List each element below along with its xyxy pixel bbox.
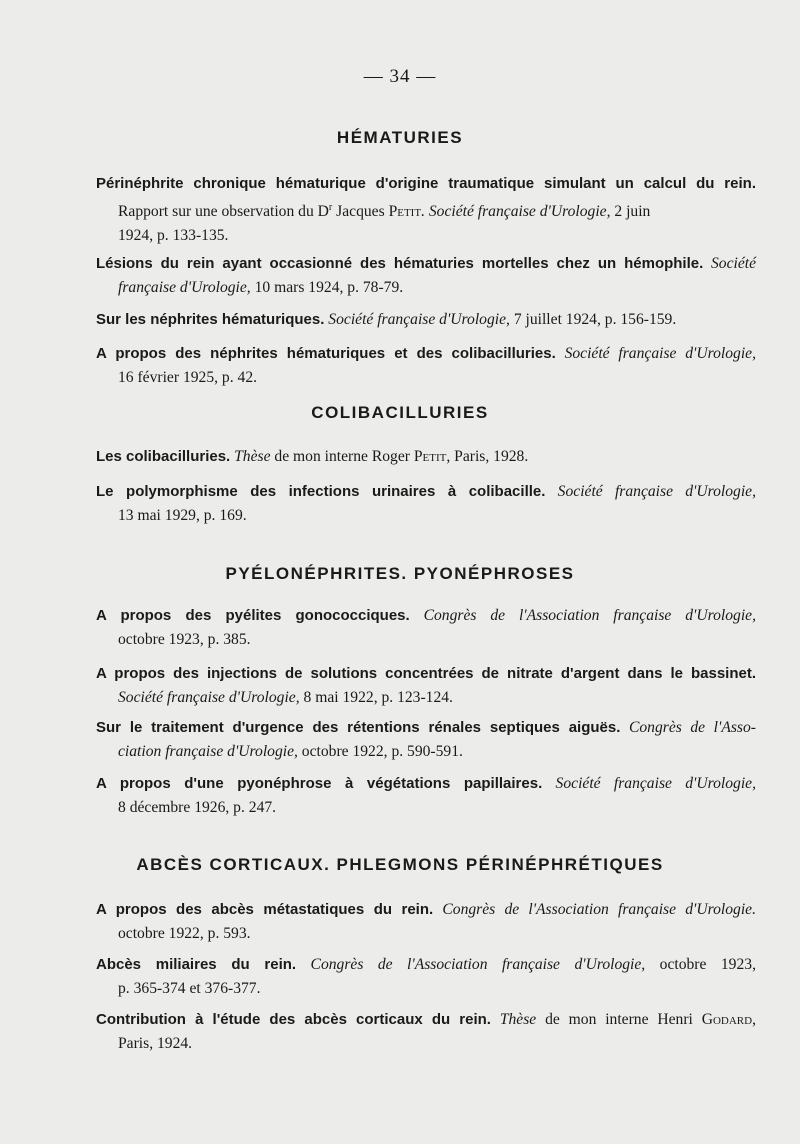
entry-source: . Société française d'Urologie, [421, 203, 611, 221]
entry-text: Rapport sur une observation du D [118, 203, 329, 221]
entry-source: Société française d'Urologie, [555, 345, 757, 362]
entry-abces-miliaires [96, 953, 756, 1001]
entry-perinephrite [96, 172, 756, 248]
entry-abces-metastatiques [96, 898, 756, 946]
entry-source: Société française d'Urologie, [324, 311, 510, 328]
entry-reference: 1924, p. 133-135. [118, 227, 229, 245]
entry-title: A propos des néphrites hématuriques et des colibacilluries. [96, 345, 556, 362]
section-heading-pyelonephrites: PYÉLONÉPHRITES. PYONÉPHROSES [225, 564, 575, 583]
entry-nephrites-hematuriques [96, 308, 756, 332]
entry-title: Sur les néphrites hématuriques. [96, 311, 325, 328]
entry-title: Abcès miliaires du rein. [96, 956, 297, 973]
entry-title: Sur le traitement d'urgence des rétentions rénales septiques aiguës. [96, 719, 621, 736]
entry-source: Thèse [490, 1011, 537, 1028]
entry-pyonephrose [96, 772, 756, 820]
entry-polymorphisme [96, 480, 756, 528]
entry-reference: 8 décembre 1926, p. 247. [118, 799, 277, 816]
entry-reference: , Paris, 1928. [446, 448, 529, 465]
entry-les-colibacilluries [96, 445, 756, 469]
entry-title: Périnéphrite chronique hématurique d'origine traumatique simulant un calcul du rein. [96, 175, 756, 192]
entry-text: Jacques [332, 203, 389, 221]
entry-title: A propos des pyélites gonococciques. [96, 607, 410, 624]
entry-text: r [328, 202, 333, 213]
entry-source: Société française d'Urologie, [545, 483, 756, 500]
entry-nephrites-colibacilluries [96, 342, 756, 390]
entry-reference: Paris, 1924. [118, 1035, 193, 1052]
section-heading-colibacilluries: COLIBACILLURIES [311, 403, 489, 422]
entry-title: Contribution à l'étude des abcès corticaux du rein. [96, 1011, 491, 1028]
entry-text: 2 juin [610, 203, 651, 221]
entry-source: Société française d'Urologie, [542, 775, 757, 792]
entry-title: Les colibacilluries. [96, 448, 231, 465]
entry-traitement-urgence [96, 716, 756, 764]
entry-reference: 10 mars 1924, p. 78-79. [250, 279, 404, 296]
entry-reference: 7 juillet 1924, p. 156-159. [509, 311, 677, 328]
entry-source: Congrès de l'Association française d'Urologie. [433, 901, 756, 918]
entry-text: de mon interne Henri [536, 1011, 702, 1028]
entry-reference: p. 365-374 et 376-377. [118, 980, 261, 997]
entry-lesions [96, 252, 756, 300]
entry-source: française d'Urologie, [118, 279, 251, 296]
page-number: — 34 — [363, 66, 437, 87]
author-name: Petit [413, 448, 447, 465]
entry-reference: octobre 1922, p. 590-591. [297, 743, 463, 760]
entry-reference: 8 mai 1922, p. 123-124. [299, 689, 453, 706]
author-name: Petit [388, 203, 422, 221]
section-heading-hematuries: HÉMATURIES [336, 128, 464, 147]
entry-title: Lésions du rein ayant occasionné des hématuries mortelles chez un hémophile. [96, 255, 704, 272]
entry-injections-nitrate [96, 662, 756, 710]
entry-title: Le polymorphisme des infections urinaires à colibacille. [96, 483, 546, 500]
entry-reference: octobre 1923, p. 385. [118, 631, 251, 648]
entry-source: Congrès de l'Association française d'Urologie, [409, 607, 756, 624]
entry-text: , [752, 1011, 756, 1028]
entry-reference: octobre 1923, [645, 956, 756, 973]
entry-title: A propos des injections de solutions concentrées de nitrate d'argent dans le bassinet. [96, 665, 756, 682]
entry-reference: octobre 1922, p. 593. [118, 925, 251, 942]
section-heading-abces-corticaux: ABCÈS CORTICAUX. PHLEGMONS PÉRINÉPHRÉTIQUES [136, 855, 664, 874]
entry-text: de mon interne Roger [270, 448, 414, 465]
entry-source: ciation française d'Urologie, [118, 743, 298, 760]
entry-title: A propos des abcès métastatiques du rein. [96, 901, 434, 918]
entry-title: A propos d'une pyonéphrose à végétations papillaires. [96, 775, 543, 792]
entry-abces-corticaux [96, 1008, 756, 1056]
entry-source: Société française d'Urologie, [118, 689, 300, 706]
entry-pyelites [96, 604, 756, 652]
entry-reference: 16 février 1925, p. 42. [118, 369, 258, 386]
entry-source: Société [703, 255, 756, 272]
entry-source: Thèse [230, 448, 271, 465]
entry-source: Congrès de l'Association française d'Urologie, [296, 956, 646, 973]
author-name: Godard [701, 1011, 753, 1028]
entry-reference: 13 mai 1929, p. 169. [118, 507, 247, 524]
entry-source: Congrès de l'Asso- [620, 719, 756, 736]
